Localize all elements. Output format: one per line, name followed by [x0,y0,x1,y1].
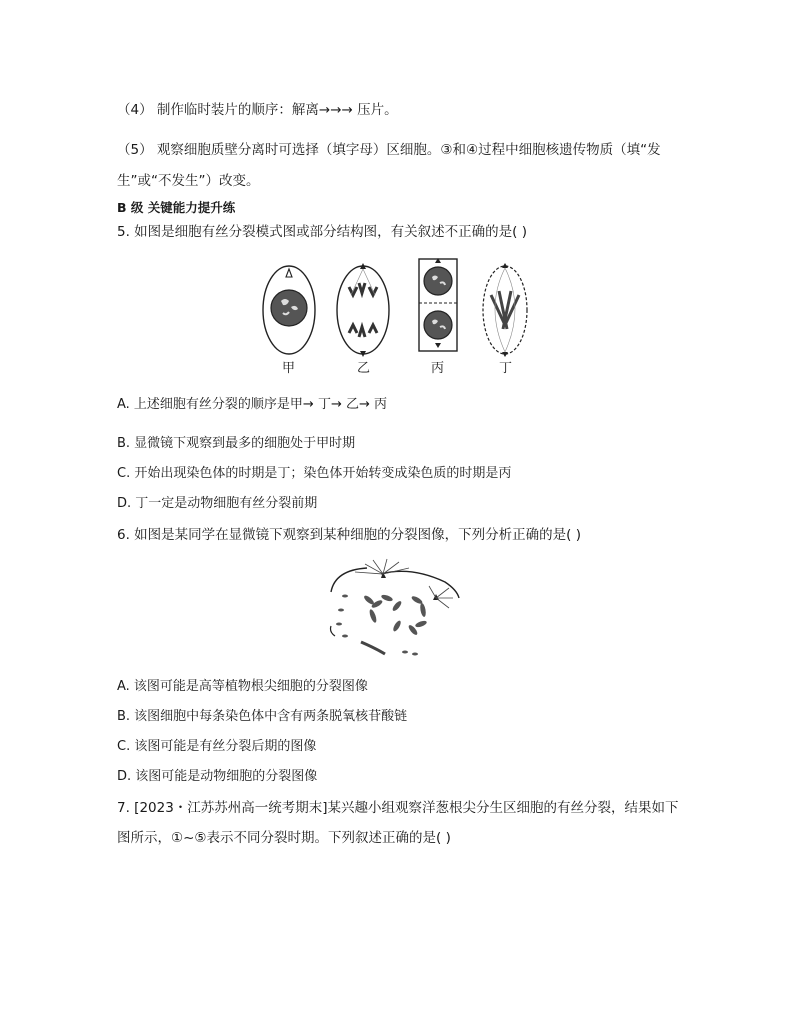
question-7-stem-line1: 7. [2023・江苏苏州高一统考期末]某兴趣小组观察洋葱根尖分生区细胞的有丝分裂，结果如下 [117,800,679,816]
cell-ding-drawing [483,263,527,357]
cell-jia-drawing [263,266,315,354]
q5-option-b: B. 显微镜下观察到最多的细胞处于甲时期 [117,436,356,451]
q5-option-c: C. 开始出现染色体的时期是丁；染色体开始转变成染色质的时期是丙 [117,466,512,481]
cell-bing-drawing [419,258,457,351]
q5-option-d: D. 丁一定是动物细胞有丝分裂前期 [117,496,318,511]
question-7-stem-line2: 图所示，①~⑤表示不同分裂时期。下列叙述正确的是( ) [117,830,451,846]
q5-text-line2: 生”或“不发生”）改变。 [117,173,260,189]
question-6-stem: 6. 如图是某同学在显微镜下观察到某种细胞的分裂图像，下列分析正确的是( ) [117,527,581,543]
fig1-label-bing: 丙 [431,361,445,376]
q6-option-d: D. 该图可能是动物细胞的分裂图像 [117,769,318,784]
q5-option-a: A. 上述细胞有丝分裂的顺序是甲→ 丁→ 乙→ 丙 [117,397,388,412]
fig1-label-jia: 甲 [282,361,296,376]
fig1-label-ding: 丁 [499,361,513,376]
q6-option-a: A. 该图可能是高等植物根尖细胞的分裂图像 [117,679,368,694]
fig1-label-yi: 乙 [357,361,371,376]
q6-option-c: C. 该图可能是有丝分裂后期的图像 [117,739,317,754]
q5-text-line1: （5） 观察细胞质壁分离时可选择（填字母）区细胞。③和④过程中细胞核遗传物质（填“发 [117,142,661,158]
micrograph-figure [325,558,470,660]
cell-yi-drawing [337,263,389,357]
q4-text: （4） 制作临时装片的顺序：解离→→→ 压片。 [117,102,398,118]
section-title: B 级 关键能力提升练 [117,200,236,215]
question-5-stem: 5. 如图是细胞有丝分裂模式图或部分结构图，有关叙述不正确的是( ) [117,224,527,240]
q6-option-b: B. 该图细胞中每条染色体中含有两条脱氧核苷酸链 [117,709,408,724]
